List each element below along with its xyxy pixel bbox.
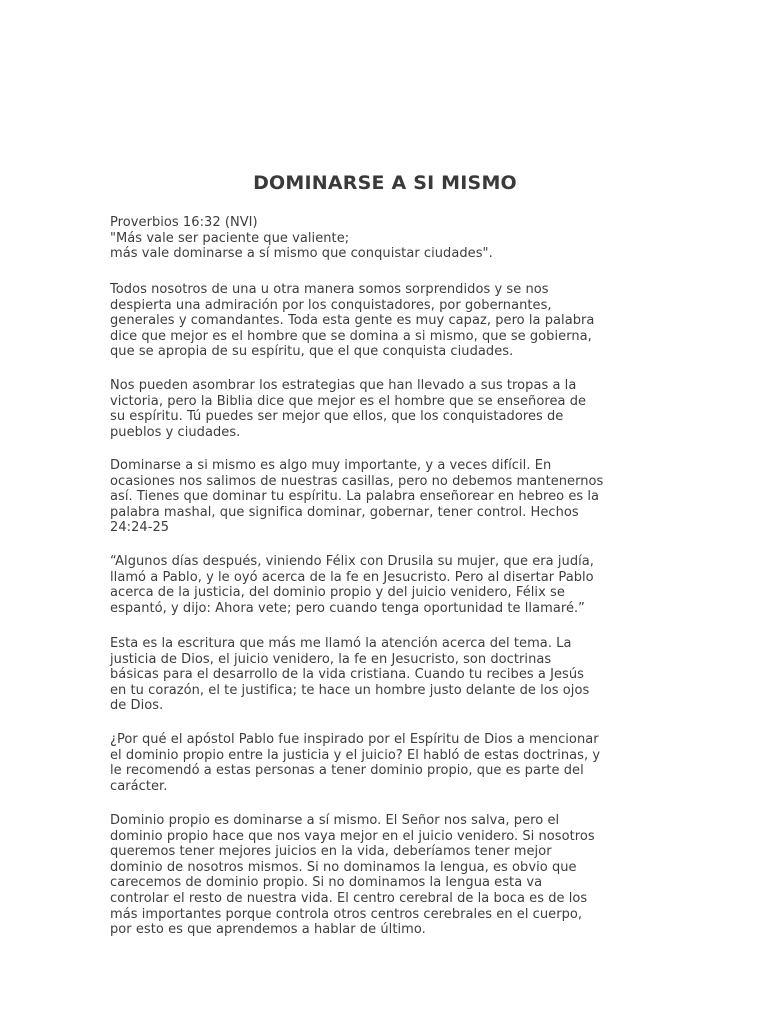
text-line: generales y comandantes. Toda esta gente es muy capaz, pero la palabra <box>110 313 595 329</box>
text-line: más importantes porque controla otros centros cerebrales en el cuerpo, <box>110 906 583 922</box>
text-line: Dominarse a si mismo es algo muy importante, y a veces difícil. En <box>110 458 552 473</box>
paragraph <box>110 282 660 360</box>
text-line: en tu corazón, el te justifica; te hace un hombre justo delante de los ojos <box>110 682 590 698</box>
paragraph <box>110 378 660 440</box>
text-line: su espíritu. Tú puedes ser mejor que ellos, que los conquistadores de <box>110 409 564 425</box>
text-line: controlar el resto de nuestra vida. El centro cerebral de la boca es de los <box>110 890 588 906</box>
paragraph <box>110 813 660 938</box>
text-line: ocasiones nos salimos de nuestras casillas, pero no debemos mantenernos <box>110 473 604 489</box>
text-line: dice que mejor es el hombre que se domina a si mismo, que se gobierna, <box>110 328 592 344</box>
paragraph <box>110 732 660 794</box>
paragraph-quote <box>110 554 660 616</box>
text-line: acerca de la justicia, del dominio propio y del juicio venidero, Félix se <box>110 585 565 601</box>
text-line: Dominio propio es dominarse a sí mismo. El Señor nos salva, pero el <box>110 813 560 828</box>
text-line: el dominio propio entre la justicia y el juicio? El habló de estas doctrinas, y <box>110 747 601 763</box>
text-line: palabra mashal, que significa dominar, gobernar, tener control. Hechos <box>110 504 579 520</box>
text-line: queremos tener mejores juicios en la vida, deberíamos tener mejor <box>110 844 552 860</box>
paragraph-verse-reference <box>110 215 660 262</box>
text-line: dominio propio hace que nos vaya mejor en el juicio venidero. Si nosotros <box>110 828 595 844</box>
text-line: ¿Por qué el apóstol Pablo fue inspirado por el Espíritu de Dios a mencionar <box>110 732 599 747</box>
text-line: “Algunos días después, viniendo Félix con Drusila su mujer, que era judía, <box>110 554 594 569</box>
text-line: justicia de Dios, el juicio venidero, la fe en Jesucristo, son doctrinas <box>110 651 552 667</box>
text-line: llamó a Pablo, y le oyó acerca de la fe en Jesucristo. Pero al disertar Pablo <box>110 569 594 585</box>
paragraph <box>110 458 660 536</box>
text-line: por esto es que aprendemos a hablar de último. <box>110 922 426 938</box>
text-line: 24:24-25 <box>110 520 170 536</box>
text-line: le recomendó a estas personas a tener dominio propio, que es parte del <box>110 763 584 779</box>
text-line: "Más vale ser paciente que valiente; <box>110 230 350 246</box>
text-line: despierta una admiración por los conquistadores, por gobernantes, <box>110 297 552 313</box>
text-line: espantó, y dijo: Ahora vete; pero cuando tenga oportunidad te llamaré.” <box>110 600 585 616</box>
text-line: más vale dominarse a sí mismo que conquistar ciudades". <box>110 246 493 262</box>
text-line: que se apropia de su espíritu, que el que conquista ciudades. <box>110 344 514 360</box>
text-line: victoria, pero la Biblia dice que mejor es el hombre que se enseñorea de <box>110 393 587 409</box>
text-line: Esta es la escritura que más me llamó la atención acerca del tema. La <box>110 636 572 651</box>
text-line: carecemos de dominio propio. Si no dominamos la lengua esta va <box>110 875 543 891</box>
text-line: Proverbios 16:32 (NVI) <box>110 215 258 230</box>
text-line: Todos nosotros de una u otra manera somos sorprendidos y se nos <box>110 282 549 297</box>
text-line: Nos pueden asombrar los estrategias que han llevado a sus tropas a la <box>110 378 577 393</box>
text-line: dominio de nosotros mismos. Si no dominamos la lengua, es obvio que <box>110 859 577 875</box>
paragraph <box>110 636 660 714</box>
text-line: pueblos y ciudades. <box>110 424 241 440</box>
text-line: así. Tienes que dominar tu espíritu. La palabra enseñorear en hebreo es la <box>110 489 600 505</box>
document-title: DOMINARSE A SI MISMO <box>253 172 517 194</box>
text-line: básicas para el desarrollo de la vida cristiana. Cuando tu recibes a Jesús <box>110 667 584 683</box>
text-line: carácter. <box>110 778 168 794</box>
text-line: de Dios. <box>110 698 164 714</box>
